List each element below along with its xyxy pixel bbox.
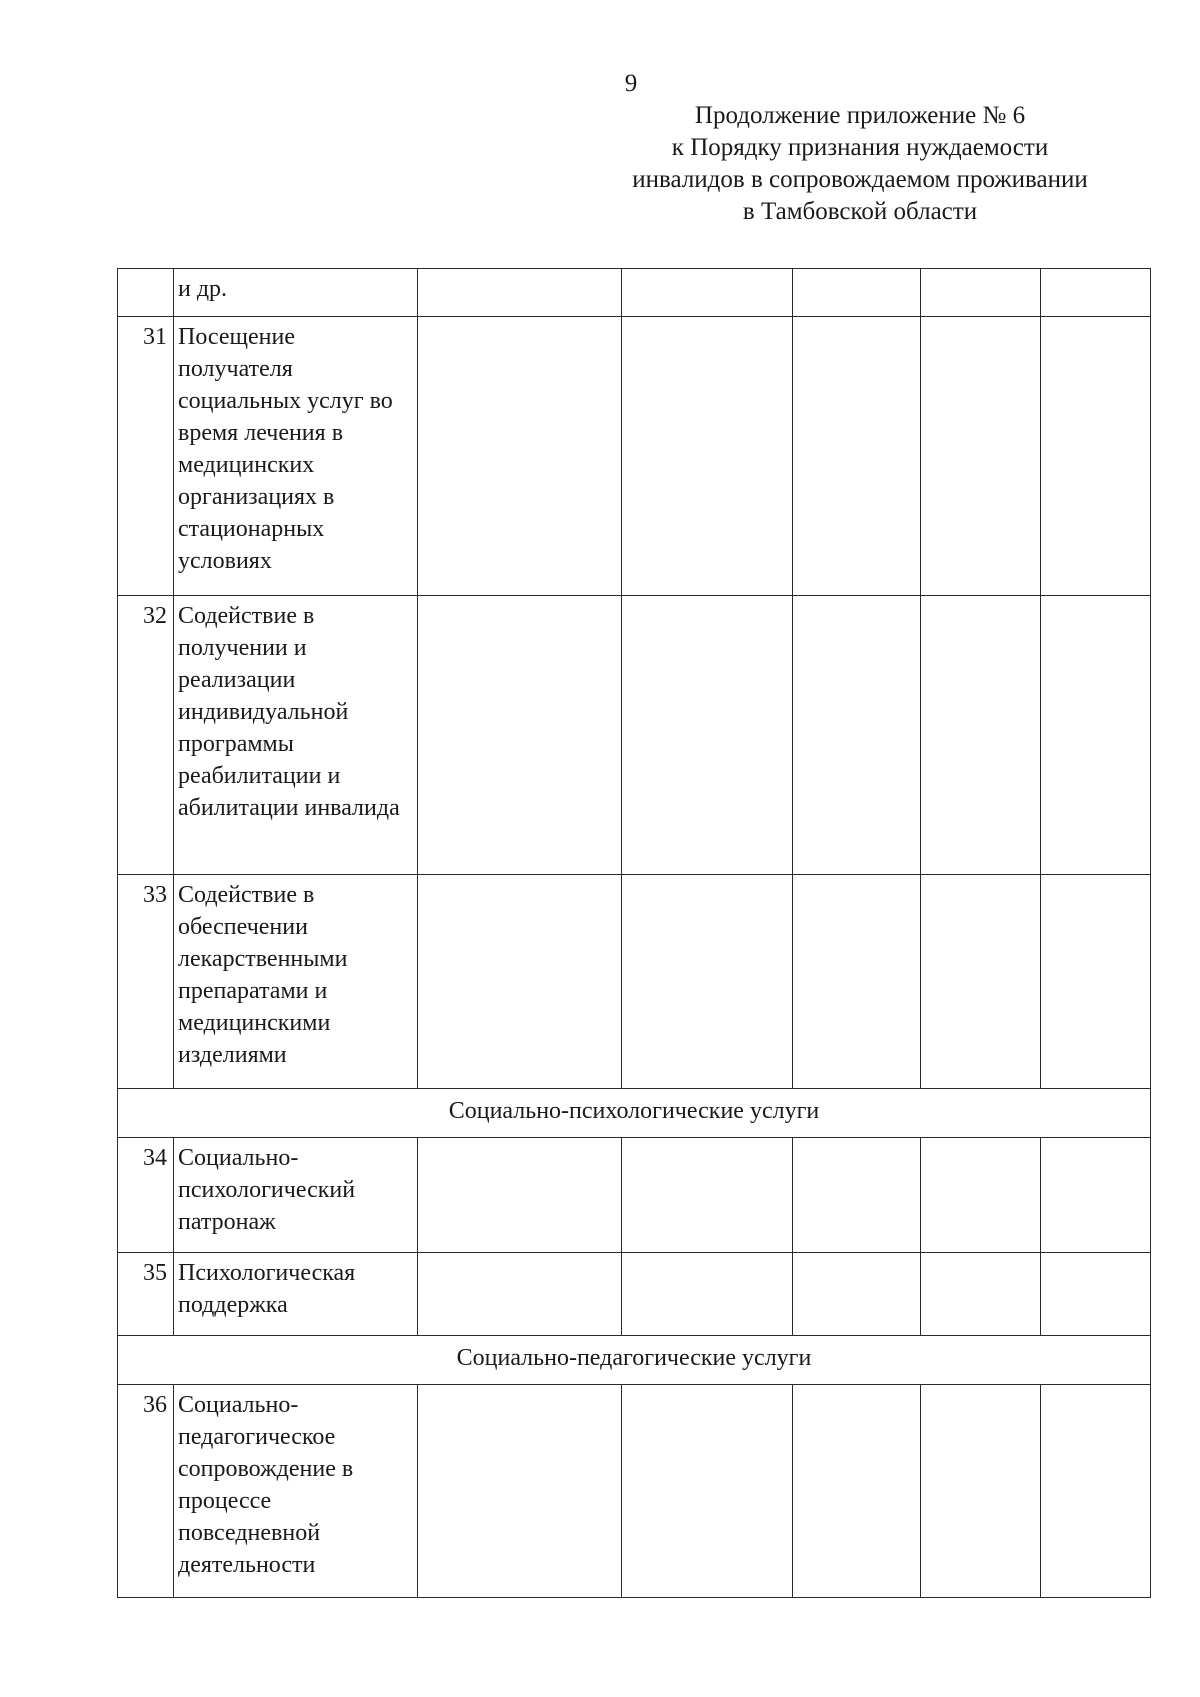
empty-cell <box>418 269 622 317</box>
empty-cell <box>921 1138 1041 1253</box>
empty-cell <box>622 875 793 1089</box>
header-line: инвалидов в сопровождаемом проживании <box>632 166 1088 193</box>
empty-cell <box>622 1385 793 1598</box>
table-row <box>118 596 1151 875</box>
table-row <box>118 1253 1151 1336</box>
empty-cell <box>793 269 921 317</box>
section-title: Социально-педагогические услуги <box>118 1336 1151 1385</box>
table-row <box>118 1138 1151 1253</box>
empty-cell <box>921 1253 1041 1336</box>
empty-cell <box>622 269 793 317</box>
service-name: Содействие в получении и реализации индивидуальной программы реабилитации и абилитации инвалида <box>174 596 418 875</box>
empty-cell <box>418 596 622 875</box>
empty-cell <box>418 317 622 596</box>
row-number: 33 <box>118 875 174 1089</box>
row-number: 36 <box>118 1385 174 1598</box>
empty-cell <box>622 1138 793 1253</box>
header-line: к Порядку признания нуждаемости <box>671 134 1049 161</box>
row-number <box>118 269 174 317</box>
empty-cell <box>418 1253 622 1336</box>
table-row <box>118 1385 1151 1598</box>
empty-cell <box>622 1253 793 1336</box>
service-name: Социально-психологический патронаж <box>174 1138 418 1253</box>
section-title: Социально-психологические услуги <box>118 1089 1151 1138</box>
empty-cell <box>921 269 1041 317</box>
empty-cell <box>921 875 1041 1089</box>
empty-cell <box>793 1138 921 1253</box>
service-name: Социально-педагогическое сопровождение в процессе повседневной деятельности <box>174 1385 418 1598</box>
row-number: 31 <box>118 317 174 596</box>
section-header-row <box>118 1089 1151 1138</box>
page-number: 9 <box>624 70 638 97</box>
service-name: Психологическая поддержка <box>174 1253 418 1336</box>
empty-cell <box>793 1385 921 1598</box>
empty-cell <box>1041 596 1151 875</box>
header-line: в Тамбовской области <box>742 198 978 225</box>
empty-cell <box>418 875 622 1089</box>
row-number: 32 <box>118 596 174 875</box>
empty-cell <box>1041 875 1151 1089</box>
services-table <box>117 268 1151 1598</box>
empty-cell <box>1041 1138 1151 1253</box>
header-line: Продолжение приложение № 6 <box>694 102 1026 129</box>
empty-cell <box>622 596 793 875</box>
empty-cell <box>1041 1253 1151 1336</box>
empty-cell <box>921 596 1041 875</box>
table-row <box>118 269 1151 317</box>
section-header-row <box>118 1336 1151 1385</box>
empty-cell <box>793 596 921 875</box>
row-number: 34 <box>118 1138 174 1253</box>
empty-cell <box>1041 269 1151 317</box>
appendix-header <box>620 100 1100 228</box>
empty-cell <box>921 317 1041 596</box>
table-row <box>118 317 1151 596</box>
service-name: Посещение получателя социальных услуг во время лечения в медицинских организациях в стационарных условиях <box>174 317 418 596</box>
empty-cell <box>921 1385 1041 1598</box>
empty-cell <box>793 317 921 596</box>
empty-cell <box>418 1138 622 1253</box>
empty-cell <box>418 1385 622 1598</box>
service-name: Содействие в обеспечении лекарственными препаратами и медицинскими изделиями <box>174 875 418 1089</box>
empty-cell <box>1041 317 1151 596</box>
service-name: и др. <box>174 269 418 317</box>
row-number: 35 <box>118 1253 174 1336</box>
empty-cell <box>793 875 921 1089</box>
empty-cell <box>1041 1385 1151 1598</box>
empty-cell <box>622 317 793 596</box>
table-row <box>118 875 1151 1089</box>
empty-cell <box>793 1253 921 1336</box>
